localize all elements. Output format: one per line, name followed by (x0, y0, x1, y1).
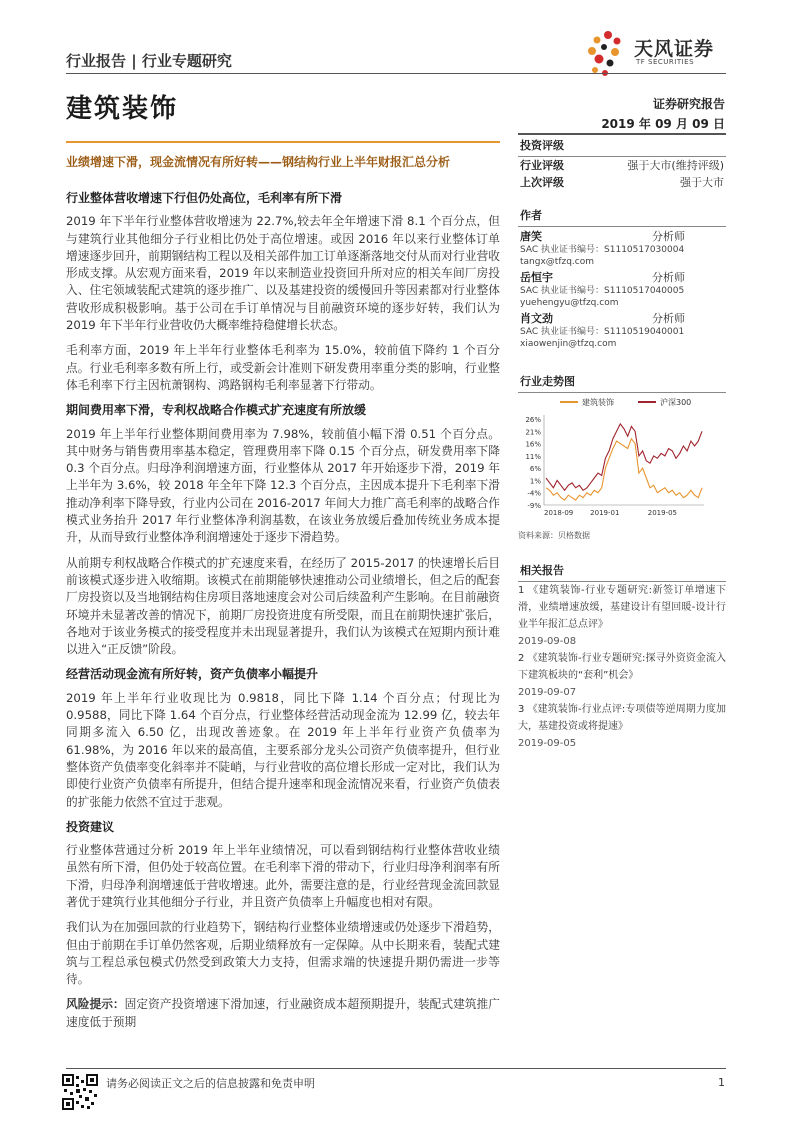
legend-label: 沪深300 (660, 398, 692, 407)
prev-rating-row (518, 174, 726, 191)
page-title: 建筑装饰 (66, 94, 179, 124)
author-cert: SAC 执业证书编号：S1110517030004 (520, 245, 685, 255)
related-title: 相关报告 (518, 562, 726, 582)
legend-label: 建筑装饰 (582, 398, 614, 407)
author-role: 分析师 (652, 312, 685, 325)
header-rule (66, 73, 726, 74)
risk-text: 固定资产投资增速下滑加速，行业融资成本超预期提升，装配式建筑推广速度低于预期 (66, 997, 500, 1029)
author-email[interactable]: xiaowenjin@tfzq.com (520, 339, 617, 349)
report-category: 行业报告 | 行业专题研究 (66, 52, 232, 70)
author-cert: SAC 执业证书编号：S1110519040001 (520, 327, 685, 337)
related-link[interactable]: 2 《建筑装饰-行业专题研究:探寻外资资金流入下建筑板块的“套利”机会》 (518, 653, 726, 681)
authors-block (518, 207, 726, 350)
qr-code-icon (62, 1074, 98, 1110)
paragraph: 2019 年上半年行业收现比为 0.9818，同比下降 1.14 个百分点；付现比为 0.9588，同比下降 1.64 个百分点，行业整体经营活动现金流为 12.99 亿，较去年同期多流入 6.50 亿，出现改善迹象。在 2019 年上半年行业资产负债率为 61.98%，为 2016 年以来的最高值，主要系部分龙头公司资产负债率提升，但行业整体资产负债率变化斜率并不陡峭，与行业营收的高位增长形成一定对比，我们认为即使行业资产负债率有所提升，但结合提升速率和现金流情况来看，行业资产负债表的扩张能力依然不宜过于悲观。 (66, 690, 500, 809)
y-tick-label: 11% (525, 452, 541, 461)
related-link[interactable]: 1 《建筑装饰-行业专题研究:新签订单增速下滑，业绩增速放缓，基建设计有望回暖-设计行业半年报汇总点评》 (518, 585, 726, 630)
y-tick-label: 21% (525, 428, 541, 437)
author-item (518, 230, 726, 268)
author-item (518, 312, 726, 350)
related-block (518, 562, 726, 752)
paragraph: 2019 年下半年行业整体营收增速为 22.7%,较去年全年增速下滑 8.1 个百分点，但与建筑行业其他细分子行业相比仍处于高位增速。或因 2016 年以来行业整体订单增速逐步回升，前期钢结构工程以及相关部件加工订单逐渐落地交付从而对行业营收形成支撑。从宏观方面来看，2019 年以来制造业投资回升所对应的相关车间厂房投入、住宅领域装配式建筑的逐步推广、以及基建投资的缓慢回升等因素都对行业整体营收形成积极影响。基于公司在手订单情况与目前融资环境的逐步好转，我们认为 2019 年下半年行业营收仍大概率维持稳健增长状态。 (66, 214, 500, 333)
footer-disclaimer: 请务必阅读正文之后的信息披露和免责申明 (106, 1077, 315, 1090)
authors-title: 作者 (518, 207, 726, 227)
page-number: 1 (718, 1076, 725, 1089)
title-rule-left (66, 141, 500, 143)
title-rule-right (518, 133, 726, 135)
author-name: 肖文劲 (520, 312, 553, 325)
logo-cn: 天风证券 (634, 38, 715, 60)
related-item[interactable] (518, 701, 726, 752)
main-content (66, 190, 500, 1039)
section-heading: 期间费用率下滑，专利权战略合作模式扩充速度有所放缓 (66, 403, 367, 418)
y-tick-label: 16% (525, 440, 541, 449)
y-tick-label: -9% (527, 502, 541, 510)
paragraph: 毛利率方面，2019 年上半年行业整体毛利率为 15.0%，较前值下降约 1 个百分点。行业毛利率多数有所上行，或受新会计准则下研发费用率重分类的影响，行业整体毛利率下行主因杭萧钢构、鸿路钢构毛利率显著下行带动。 (66, 343, 500, 392)
y-tick-label: 6% (529, 465, 541, 474)
author-item (518, 271, 726, 309)
rating-title: 投资评级 (518, 137, 726, 157)
section-heading: 经营活动现金流有所好转，资产负债率小幅提升 (66, 667, 319, 682)
risk-warning (66, 996, 500, 1031)
series-line (546, 439, 702, 500)
author-name: 岳恒宇 (520, 271, 553, 284)
trend-title: 行业走势图 (518, 373, 726, 393)
footer-rule (66, 1068, 726, 1069)
report-type: 证券研究报告 (652, 97, 725, 111)
author-email[interactable]: yuehengyu@tfzq.com (520, 298, 619, 308)
related-link[interactable]: 3 《建筑装饰-行业点评:专项债等逆周期力度加大，基建投资或将提速》 (518, 704, 726, 732)
section-heading: 投资建议 (66, 819, 115, 834)
x-tick-label: 2018-09 (544, 509, 574, 517)
related-item[interactable] (518, 650, 726, 701)
rating-block (518, 137, 726, 191)
series-line (546, 424, 702, 490)
trend-chart (518, 393, 726, 527)
chart-source: 资料来源：贝格数据 (518, 531, 590, 540)
paragraph: 我们认为在加强回款的行业趋势下，钢结构行业整体业绩增速或仍处逐步下滑趋势，但由于前期在手订单仍然客观，后期业绩释放有一定保障。从中长期来看，装配式建筑与工程总承包模式仍然受到政策大力支持，但需求端的快速提升期仍需进一步等待。 (66, 920, 500, 987)
author-cert: SAC 执业证书编号：S1110517040005 (520, 286, 685, 296)
x-tick-label: 2019-05 (647, 509, 678, 517)
related-date: 2019-09-07 (518, 687, 577, 698)
related-date: 2019-09-05 (518, 738, 577, 749)
logo-en: TF SECURITIES (636, 58, 695, 66)
report-date: 2019 年 09 月 09 日 (601, 117, 725, 131)
rating-value: 强于大市(维持评级) (627, 159, 724, 172)
y-tick-label: 1% (529, 477, 541, 486)
risk-label: 风险提示： (66, 997, 125, 1012)
y-tick-label: 26% (525, 416, 541, 424)
author-role: 分析师 (652, 271, 685, 284)
author-role: 分析师 (652, 230, 685, 243)
paragraph: 行业整体营通过分析 2019 年上半年业绩情况，可以看到钢结构行业整体营收业绩虽然有所下滑，但仍处于较高位置。在毛利率下滑的带动下，行业归母净利润率有所下滑，归母净利润增速低于营收增速。此外，需要注意的是，行业经营现金流回款显著优于建筑行业其他细分子行业，并且资产负债率上升幅度也相对有限。 (66, 843, 500, 909)
related-item[interactable] (518, 582, 726, 650)
trend-block (518, 373, 726, 541)
section-heading: 行业整体营收增速下行但仍处高位，毛利率有所下滑 (66, 191, 343, 205)
prev-rating-label: 上次评级 (520, 176, 564, 189)
paragraph: 从前期专利权战略合作模式的扩充速度来看，在经历了 2015-2017 的快速增长后目前该模式逐步进入收缩期。该模式在前期能够快速推动公司业绩增长，但之后的配套厂房投资以及当地钢结构住房项目落地速度会对公司后续盈利产生影响。在目前融资环境并未显著改善的情况下，前期厂房投资进度有所受限，而且在前期快速扩张后，各地对于该业务模式的接受程度并未出现显著提升，我们认为该模式在短期内预计难以进入“正反馈”阶段。 (66, 555, 500, 657)
tf-logo-icon (586, 30, 632, 78)
rating-label: 行业评级 (520, 159, 564, 172)
paragraph: 2019 年上半年行业整体期间费用率为 7.98%，较前值小幅下滑 0.51 个百分点。其中财务与销售费用率基本稳定，管理费用率下降 0.15 个百分点，研发费用率下降 0.3 个百分点。归母净利润增速方面，行业整体从 2017 年开始逐步下滑，2019 年上半年为 3.6%，较 2018 年全年下降 12.3 个百分点，主因成本提升下毛利率下滑推动净利率下降导致，行业内公司在 2016-2017 年间大力推广高毛利率的战略合作模式业务抬升 2017 年行业整体净利润基数，在该业务放缓后叠加传统业务成本提升，从而导致行业整体净利润增速处于逐步下滑趋势。 (66, 426, 500, 545)
rating-row (518, 157, 726, 174)
x-tick-label: 2019-01 (590, 509, 620, 517)
related-date: 2019-09-08 (518, 636, 577, 647)
y-tick-label: -4% (527, 489, 541, 498)
author-name: 唐笑 (520, 230, 542, 243)
author-email[interactable]: tangx@tfzq.com (520, 257, 595, 267)
report-subtitle: 业绩增速下滑，现金流情况有所好转——钢结构行业上半年财报汇总分析 (66, 155, 451, 169)
prev-rating-value: 强于大市 (680, 176, 724, 189)
